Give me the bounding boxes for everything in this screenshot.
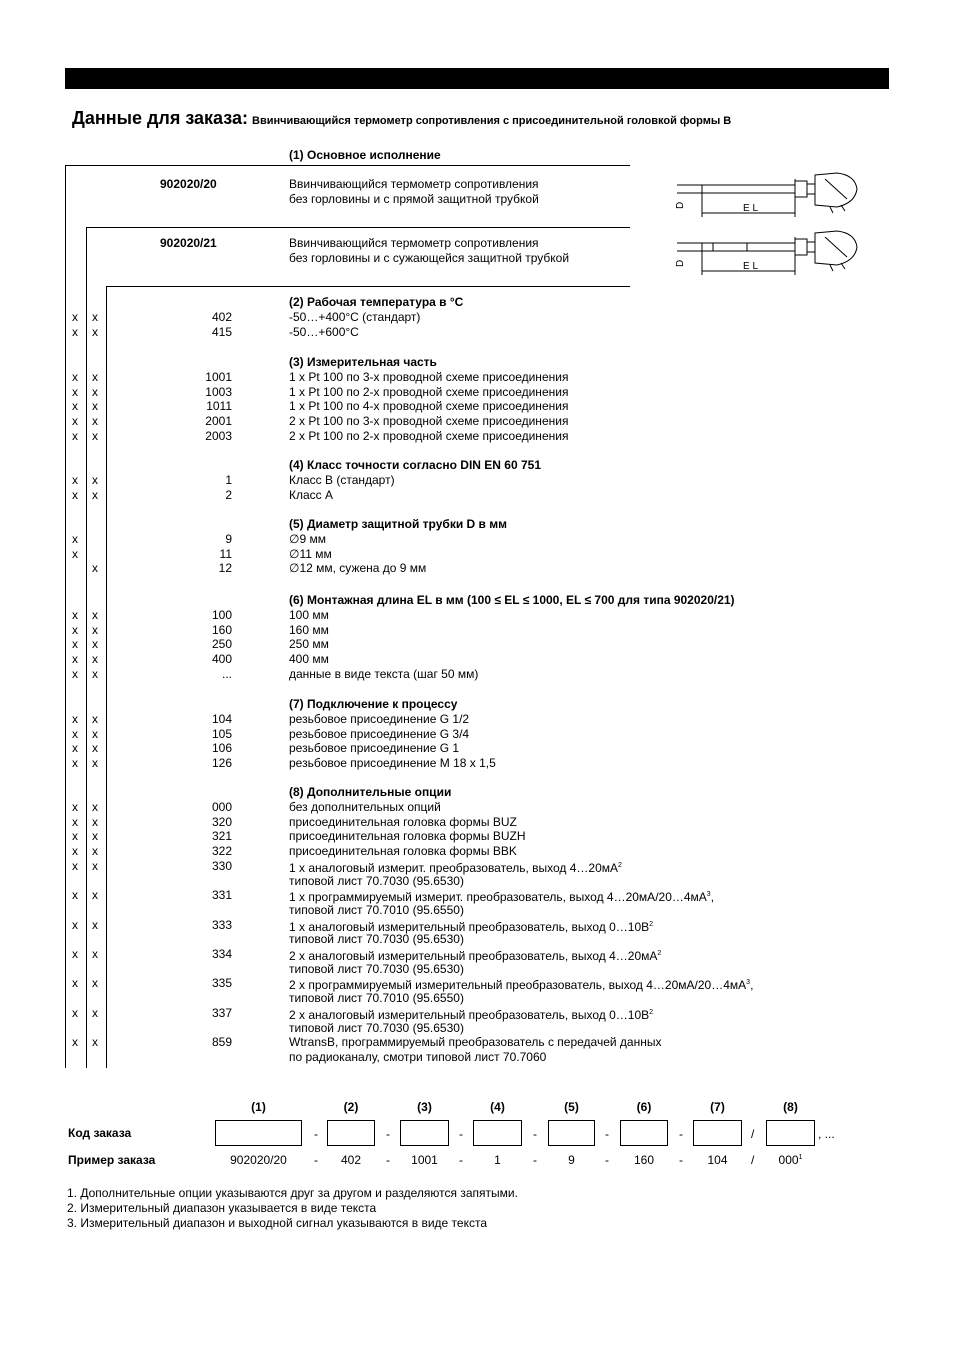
order-code-field-6[interactable] (620, 1120, 668, 1146)
option-description-line2: типовой лист 70.7030 (95.6530) (289, 1020, 464, 1035)
x-mark-902020-20: x (72, 947, 78, 961)
order-header-8: (8) (783, 1100, 798, 1114)
order-example-value: 104 (707, 1153, 728, 1167)
x-mark-902020-21: x (92, 917, 98, 932)
option-description (289, 399, 568, 414)
order-header-7: (7) (710, 1100, 725, 1114)
x-mark-902020-20: x (72, 829, 78, 844)
section-1-heading: (1) Основное исполнение (289, 148, 441, 162)
option-code: 126 (211, 756, 232, 771)
option-code: 402 (211, 310, 232, 324)
footnote-2: 2. Измерительный диапазон указывается в виде текста (67, 1201, 377, 1215)
option-description-text: 1 x Pt 100 по 3-х проводной схеме присоединения (289, 370, 569, 384)
option-description (289, 473, 395, 488)
option-description-line2: типовой лист 70.7030 (95.6530) (289, 932, 464, 947)
order-header-2: (2) (343, 1100, 359, 1114)
option-description-line2: типовой лист 70.7010 (95.6550) (289, 902, 464, 917)
x-mark-902020-20: x (72, 370, 78, 384)
order-code-separator: - (314, 1127, 318, 1141)
option-code: 100 (211, 608, 232, 622)
x-mark-902020-20: x (72, 532, 78, 546)
x-mark-902020-21: x (92, 637, 98, 652)
x-mark-902020-21: x (92, 487, 98, 502)
order-code-field-5[interactable] (548, 1120, 595, 1146)
x-mark-902020-20: x (72, 1035, 78, 1050)
option-description-line2: типовой лист 70.7010 (95.6550) (289, 991, 464, 1006)
x-mark-902020-21: x (92, 800, 98, 814)
diagram-2-el-label: E L (743, 261, 759, 272)
x-mark-902020-20: x (72, 414, 78, 429)
x-mark-902020-21: x (92, 858, 98, 873)
option-description (289, 370, 568, 385)
option-code: 000 (211, 800, 232, 814)
order-example-separator: - (459, 1153, 463, 1167)
x-mark-902020-21: x (92, 622, 98, 637)
x-mark-902020-21: x (92, 324, 98, 339)
option-code: 104 (211, 712, 232, 726)
option-description (289, 547, 332, 562)
footnote-ref: 2 (618, 861, 622, 869)
order-example-value: 902020/20 (230, 1153, 287, 1167)
option-code: 333 (211, 917, 232, 932)
option-description (289, 532, 326, 547)
order-example-1 (215, 1153, 302, 1167)
footnote-3: 3. Измерительный диапазон и выходной сигнал указываются в виде текста (67, 1216, 488, 1230)
diagram-tapered (677, 231, 857, 275)
order-example-value: 160 (633, 1153, 655, 1167)
order-example-separator: - (533, 1153, 537, 1167)
option-description-line2: типовой лист 70.7030 (95.6530) (289, 961, 464, 976)
x-mark-902020-20: x (72, 310, 78, 324)
order-example-8 (766, 1153, 815, 1167)
option-code: 1011 (206, 399, 232, 414)
diagram-1-el-label: E L (743, 203, 759, 214)
order-example-value: 9 (568, 1153, 575, 1167)
x-mark-902020-21: x (92, 1035, 98, 1050)
x-mark-902020-21: x (92, 726, 98, 741)
x-mark-902020-21: x (92, 947, 98, 961)
footnote-ref: 1 (798, 1154, 803, 1161)
item-1-line2: без горловины и с прямой защитной трубкой (289, 192, 539, 206)
x-mark-902020-21: x (92, 1005, 98, 1020)
option-description (289, 829, 525, 844)
code-902020-20: 902020/20 (160, 177, 217, 191)
option-code: 9 (225, 532, 232, 546)
order-header-5: (5) (564, 1100, 579, 1114)
x-mark-902020-21: x (92, 608, 98, 622)
option-description (289, 712, 469, 727)
option-description-line2: по радиоканалу, смотри типовой лист 70.7060 (289, 1049, 547, 1064)
option-description (289, 310, 420, 325)
option-description-text: резьбовое присоединение G 1 (289, 741, 460, 756)
x-mark-902020-20: x (72, 622, 78, 637)
x-mark-902020-20: x (72, 976, 78, 991)
section-3-heading: (3) Измерительная часть (289, 355, 437, 369)
section-6-heading: (6) Монтажная длина EL в мм (100 ≤ EL ≤ 1000, EL ≤ 700 для типа 902020/21) (289, 593, 735, 607)
x-mark-902020-21: x (92, 414, 98, 429)
option-code: 1001 (205, 370, 232, 384)
option-description (289, 414, 568, 429)
option-code: 2001 (205, 414, 232, 429)
order-header-4: (4) (490, 1100, 505, 1114)
x-mark-902020-20: x (72, 652, 78, 667)
x-mark-902020-20: x (72, 800, 78, 814)
option-description-text: 1 x Pt 100 по 2-х проводной схеме присоединения (289, 384, 569, 399)
x-mark-902020-20: x (72, 637, 78, 652)
option-code: 322 (211, 844, 232, 859)
order-header-3: (3) (417, 1100, 432, 1114)
option-description (289, 429, 568, 444)
x-mark-902020-21: x (92, 756, 98, 771)
option-description-text: ∅11 мм (289, 546, 332, 561)
x-mark-902020-20: x (72, 858, 78, 873)
option-code: 12 (218, 561, 232, 576)
option-code: 859 (211, 1035, 232, 1050)
order-code-field-2[interactable] (327, 1120, 375, 1146)
x-mark-902020-20: x (72, 741, 78, 756)
x-mark-902020-20: x (72, 473, 78, 487)
option-description-text: резьбовое присоединение М 18 х 1,5 (289, 756, 496, 771)
option-description-text: -50…+400°С (стандарт) (289, 310, 421, 324)
x-mark-902020-21: x (92, 741, 98, 756)
x-mark-902020-20: x (72, 608, 78, 622)
x-mark-902020-21: x (92, 666, 98, 681)
page-title (72, 108, 731, 129)
order-example-7 (693, 1153, 742, 1167)
option-description (289, 652, 329, 667)
order-code-separator: - (386, 1127, 390, 1141)
x-mark-902020-20: x (72, 844, 78, 859)
order-header-1: (1) (251, 1100, 266, 1114)
order-example-6 (620, 1153, 668, 1167)
option-description-tail: , (750, 978, 754, 993)
option-description-text: 2 x Pt 100 по 3-х проводной схеме присоединения (289, 414, 569, 429)
x-mark-902020-21: x (92, 473, 98, 487)
option-code: 331 (211, 888, 232, 903)
x-mark-902020-21: x (92, 829, 98, 844)
option-description-text: ∅12 мм, сужена до 9 мм (289, 561, 427, 576)
order-example-2 (327, 1153, 375, 1167)
option-description-text: 400 мм (289, 652, 329, 667)
option-code: 334 (211, 947, 232, 961)
x-mark-902020-20: x (72, 756, 78, 771)
section-5-heading: (5) Диаметр защитной трубки D в мм (289, 517, 507, 531)
option-description (289, 844, 517, 859)
option-code: ... (221, 666, 232, 681)
diagram-straight (677, 173, 857, 217)
x-mark-902020-20: x (72, 726, 78, 741)
x-mark-902020-21: x (92, 399, 98, 414)
tree-line-1 (65, 165, 66, 1068)
section-2-heading: (2) Рабочая температура в °С (289, 295, 464, 309)
order-code-separator: - (605, 1127, 609, 1141)
option-description-text: 1 х программируемый измерит. преобразователь, выход 4…20мА/20…4мА (289, 890, 707, 905)
option-description-text: ∅9 мм (289, 532, 326, 546)
order-example-separator: - (386, 1153, 390, 1167)
option-description (289, 385, 568, 400)
option-code: 105 (211, 726, 232, 741)
x-mark-902020-20: x (72, 888, 78, 903)
footnote-1: 1. Дополнительные опции указываются друг за другом и разделяются запятыми. (67, 1186, 518, 1200)
option-description (289, 623, 329, 638)
option-code: 1 (225, 473, 232, 487)
option-description-text: 100 мм (289, 608, 329, 622)
section-8-heading: (8) Дополнительные опции (289, 785, 452, 799)
option-description-text: без дополнительных опций (289, 800, 441, 814)
x-mark-902020-21: x (92, 561, 98, 576)
option-description (289, 800, 441, 815)
tree-line-2 (86, 227, 87, 1068)
option-description-text: WtransB, программируемый преобразователь с передачей данных (289, 1035, 662, 1050)
option-description-text: резьбовое присоединение G 3/4 (289, 726, 470, 741)
order-example-label: Пример заказа (68, 1153, 156, 1167)
option-code: 1003 (205, 384, 232, 399)
section-4-heading: (4) Класс точности согласно DIN EN 60 751 (289, 458, 541, 472)
order-example-separator: - (679, 1153, 683, 1167)
order-example-value: 402 (340, 1153, 362, 1167)
x-mark-902020-20: x (72, 384, 78, 399)
option-description-text: 1 х аналоговый измерит. преобразователь, выход 4…20мА (289, 860, 619, 875)
option-code: 11 (219, 546, 232, 561)
section-1-mid-rule (86, 227, 630, 228)
option-description-tail: , (710, 890, 715, 905)
footnote-ref: 3 (706, 891, 711, 899)
x-mark-902020-20: x (72, 399, 78, 414)
diagram-2-d-label: D (675, 259, 686, 267)
order-example-separator: - (314, 1153, 318, 1167)
option-description-text: присоединительная головка формы BUZ (289, 814, 517, 829)
option-description (289, 561, 426, 576)
x-mark-902020-21: x (92, 310, 98, 324)
option-description (289, 667, 478, 682)
x-mark-902020-21: x (92, 976, 98, 991)
footnote-ref: 2 (649, 920, 654, 928)
header-bar (65, 68, 889, 89)
option-description (289, 815, 517, 830)
title-main: Данные для заказа: (72, 108, 249, 128)
option-description-text: 2 x Pt 100 по 2-х проводной схеме присоединения (289, 428, 569, 443)
item-2-line1: Ввинчивающийся термометр сопротивления (289, 236, 539, 250)
code-902020-21: 902020/21 (160, 236, 217, 250)
x-mark-902020-21: x (92, 384, 98, 399)
order-code-field-1[interactable] (215, 1120, 302, 1146)
order-example-value: 1 (494, 1153, 501, 1167)
option-description (289, 756, 496, 771)
order-code-field-4[interactable] (473, 1120, 522, 1146)
option-description-text: 2 х аналоговый измерительный преобразователь, выход 4…20мА (289, 949, 658, 963)
option-description-text: присоединительная головка формы BBK (289, 844, 517, 859)
thermometer-diagrams (665, 165, 875, 285)
title-sub: Ввинчивающийся термометр сопротивления с присоединительной головкой формы В (252, 115, 732, 127)
x-mark-902020-20: x (72, 1005, 78, 1020)
option-description-text: 2 х аналоговый измерительный преобразователь, выход 0…10В (289, 1007, 650, 1022)
option-description (289, 488, 333, 503)
option-description-text: Класс В (стандарт) (289, 473, 395, 487)
option-code: 330 (211, 858, 232, 873)
option-code: 250 (211, 637, 232, 652)
option-description-text: резьбовое присоединение G 1/2 (289, 712, 470, 726)
order-code-separator: - (679, 1127, 683, 1141)
option-description-text: 250 мм (289, 637, 329, 652)
x-mark-902020-21: x (92, 652, 98, 667)
option-code: 2003 (205, 428, 232, 443)
x-mark-902020-20: x (72, 814, 78, 829)
option-code: 415 (211, 324, 232, 339)
option-description (289, 608, 329, 623)
option-description-text: присоединительная головка формы BUZH (289, 829, 526, 844)
order-example-separator: - (605, 1153, 609, 1167)
option-code: 335 (211, 976, 232, 991)
option-code: 160 (211, 622, 232, 637)
x-mark-902020-20: x (72, 666, 78, 681)
x-mark-902020-21: x (92, 814, 98, 829)
x-mark-902020-21: x (92, 428, 98, 443)
option-description-text: данные в виде текста (шаг 50 мм) (289, 666, 479, 681)
x-mark-902020-20: x (72, 546, 78, 561)
option-description (289, 741, 459, 756)
order-code-separator: - (533, 1127, 537, 1141)
option-description-text: 1 x Pt 100 по 4-х проводной схеме присоединения (289, 399, 569, 414)
order-code-separator: - (459, 1127, 463, 1141)
order-code-label: Код заказа (68, 1126, 132, 1140)
option-description-text: Класс А (289, 487, 334, 502)
order-code-field-7[interactable] (693, 1120, 742, 1146)
option-code: 321 (211, 829, 232, 844)
option-description-text: 160 мм (289, 622, 329, 637)
order-header-6: (6) (636, 1100, 652, 1114)
footnote-ref: 2 (649, 1008, 654, 1016)
order-example-4 (473, 1153, 522, 1167)
x-mark-902020-21: x (92, 844, 98, 859)
x-mark-902020-20: x (72, 487, 78, 502)
order-example-value: 1001 (411, 1153, 438, 1167)
order-code-separator: / (751, 1127, 755, 1141)
option-description (289, 727, 469, 742)
order-code-field-8[interactable] (766, 1120, 815, 1146)
section-7-heading: (7) Подключение к процессу (289, 697, 458, 711)
footnote-ref: 3 (746, 979, 751, 987)
item-1-line1: Ввинчивающийся термометр сопротивления (289, 177, 539, 191)
tree-line-3 (106, 286, 107, 1068)
option-description-text: 2 х программируемый измерительный преобразователь, выход 4…20мА/20…4мА (289, 978, 747, 993)
option-description-text: 1 х аналоговый измерительный преобразователь, выход 0…10В (289, 919, 650, 934)
option-code: 320 (211, 814, 232, 829)
section-1-bottom-rule (106, 286, 630, 287)
option-code: 106 (211, 741, 232, 756)
option-description (289, 1035, 661, 1050)
x-mark-902020-21: x (92, 888, 98, 903)
diagram-1-d-label: D (675, 201, 686, 209)
option-code: 400 (211, 652, 232, 667)
order-example-separator: / (751, 1153, 755, 1167)
order-code-field-3[interactable] (400, 1120, 449, 1146)
footnote-ref: 2 (657, 950, 662, 957)
item-2-line2: без горловины и с сужающейся защитной трубкой (289, 251, 570, 265)
option-description-text: -50…+600°С (289, 324, 359, 339)
option-description (289, 325, 359, 340)
x-mark-902020-21: x (92, 370, 98, 384)
order-code-trailing: , ... (818, 1127, 835, 1141)
order-example-3 (400, 1153, 449, 1167)
section-1-top-rule (65, 165, 630, 166)
x-mark-902020-20: x (72, 712, 78, 726)
option-description-line2: типовой лист 70.7030 (95.6530) (289, 873, 464, 888)
x-mark-902020-20: x (72, 917, 78, 932)
order-example-value: 000 (778, 1153, 799, 1167)
x-mark-902020-21: x (92, 712, 98, 726)
option-code: 337 (211, 1005, 232, 1020)
order-example-5 (548, 1153, 595, 1167)
option-description (289, 637, 329, 652)
option-code: 2 (225, 487, 232, 502)
x-mark-902020-20: x (72, 324, 78, 339)
x-mark-902020-20: x (72, 428, 78, 443)
